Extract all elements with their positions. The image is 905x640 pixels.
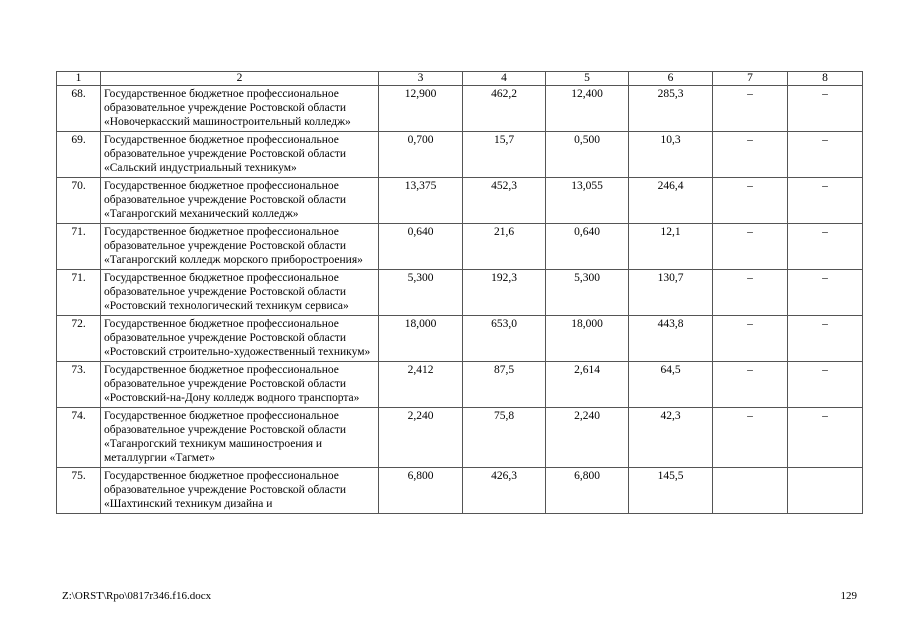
cell-col-8: – xyxy=(788,178,863,224)
row-number: 69. xyxy=(57,132,101,178)
cell-col-5: 13,055 xyxy=(546,178,629,224)
cell-col-3: 12,900 xyxy=(379,86,463,132)
row-number: 70. xyxy=(57,178,101,224)
institution-name: Государственное бюджетное профессиональное образовательное учреждение Ростовской области «Ростовский строительно-художественный техникум» xyxy=(101,316,379,362)
footer-file-path: Z:\ORST\Rpo\0817r346.f16.docx xyxy=(62,590,212,602)
cell-col-6: 12,1 xyxy=(629,224,713,270)
cell-col-5: 5,300 xyxy=(546,270,629,316)
row-number: 73. xyxy=(57,362,101,408)
cell-col-4: 192,3 xyxy=(463,270,546,316)
page-number: 129 xyxy=(840,590,857,602)
cell-col-3: 18,000 xyxy=(379,316,463,362)
cell-col-8: – xyxy=(788,132,863,178)
row-number: 71. xyxy=(57,224,101,270)
cell-col-4: 426,3 xyxy=(463,468,546,514)
table-row xyxy=(57,408,863,468)
cell-col-5: 0,640 xyxy=(546,224,629,270)
table-row xyxy=(57,86,863,132)
column-header: 8 xyxy=(788,72,863,86)
cell-col-6: 10,3 xyxy=(629,132,713,178)
institution-name: Государственное бюджетное профессиональное образовательное учреждение Ростовской области «Ростовский-на-Дону колледж водного транспорта» xyxy=(101,362,379,408)
cell-col-8: – xyxy=(788,270,863,316)
cell-col-8: – xyxy=(788,408,863,468)
cell-col-5: 2,240 xyxy=(546,408,629,468)
cell-col-4: 87,5 xyxy=(463,362,546,408)
cell-col-3: 5,300 xyxy=(379,270,463,316)
cell-col-7: – xyxy=(713,86,788,132)
table-row xyxy=(57,132,863,178)
column-header: 6 xyxy=(629,72,713,86)
cell-col-5: 18,000 xyxy=(546,316,629,362)
cell-col-6: 42,3 xyxy=(629,408,713,468)
cell-col-7: – xyxy=(713,178,788,224)
cell-col-4: 21,6 xyxy=(463,224,546,270)
column-header: 3 xyxy=(379,72,463,86)
cell-col-4: 452,3 xyxy=(463,178,546,224)
cell-col-4: 15,7 xyxy=(463,132,546,178)
cell-col-5: 0,500 xyxy=(546,132,629,178)
column-header: 5 xyxy=(546,72,629,86)
cell-col-6: 145,5 xyxy=(629,468,713,514)
table-row xyxy=(57,224,863,270)
data-table xyxy=(56,71,863,514)
cell-col-7: – xyxy=(713,224,788,270)
row-number: 74. xyxy=(57,408,101,468)
institution-name: Государственное бюджетное профессиональное образовательное учреждение Ростовской области «Ростовский технологический техникум сервиса» xyxy=(101,270,379,316)
cell-col-4: 653,0 xyxy=(463,316,546,362)
cell-col-8: – xyxy=(788,316,863,362)
institution-name: Государственное бюджетное профессиональное образовательное учреждение Ростовской области «Таганрогский техникум машиностроения и металлургии «Тагмет» xyxy=(101,408,379,468)
table-row xyxy=(57,178,863,224)
institution-name: Государственное бюджетное профессиональное образовательное учреждение Ростовской области «Новочеркасский машиностроительный колледж» xyxy=(101,86,379,132)
row-number: 68. xyxy=(57,86,101,132)
cell-col-7: – xyxy=(713,270,788,316)
cell-col-8 xyxy=(788,468,863,514)
institution-name: Государственное бюджетное профессиональное образовательное учреждение Ростовской области «Сальский индустриальный техникум» xyxy=(101,132,379,178)
cell-col-6: 443,8 xyxy=(629,316,713,362)
table-row xyxy=(57,316,863,362)
cell-col-7: – xyxy=(713,362,788,408)
table-row xyxy=(57,270,863,316)
cell-col-3: 0,640 xyxy=(379,224,463,270)
institution-name: Государственное бюджетное профессиональное образовательное учреждение Ростовской области «Таганрогский механический колледж» xyxy=(101,178,379,224)
cell-col-4: 462,2 xyxy=(463,86,546,132)
cell-col-7: – xyxy=(713,132,788,178)
column-header: 4 xyxy=(463,72,546,86)
cell-col-8: – xyxy=(788,362,863,408)
cell-col-4: 75,8 xyxy=(463,408,546,468)
cell-col-5: 6,800 xyxy=(546,468,629,514)
cell-col-3: 2,412 xyxy=(379,362,463,408)
cell-col-5: 12,400 xyxy=(546,86,629,132)
row-number: 75. xyxy=(57,468,101,514)
row-number: 72. xyxy=(57,316,101,362)
institution-name: Государственное бюджетное профессиональное образовательное учреждение Ростовской области «Таганрогский колледж морского приборостроения» xyxy=(101,224,379,270)
cell-col-3: 13,375 xyxy=(379,178,463,224)
table-row xyxy=(57,362,863,408)
cell-col-6: 246,4 xyxy=(629,178,713,224)
cell-col-3: 6,800 xyxy=(379,468,463,514)
cell-col-6: 285,3 xyxy=(629,86,713,132)
table-row xyxy=(57,468,863,514)
cell-col-6: 64,5 xyxy=(629,362,713,408)
column-header: 2 xyxy=(101,72,379,86)
column-header: 7 xyxy=(713,72,788,86)
cell-col-8: – xyxy=(788,224,863,270)
cell-col-3: 0,700 xyxy=(379,132,463,178)
cell-col-7 xyxy=(713,468,788,514)
table-body xyxy=(57,72,863,514)
row-number: 71. xyxy=(57,270,101,316)
institution-name: Государственное бюджетное профессиональное образовательное учреждение Ростовской области «Шахтинский техникум дизайна и xyxy=(101,468,379,514)
cell-col-3: 2,240 xyxy=(379,408,463,468)
cell-col-8: – xyxy=(788,86,863,132)
cell-col-7: – xyxy=(713,316,788,362)
cell-col-5: 2,614 xyxy=(546,362,629,408)
cell-col-7: – xyxy=(713,408,788,468)
cell-col-6: 130,7 xyxy=(629,270,713,316)
column-header: 1 xyxy=(57,72,101,86)
table-header-row xyxy=(57,72,863,86)
